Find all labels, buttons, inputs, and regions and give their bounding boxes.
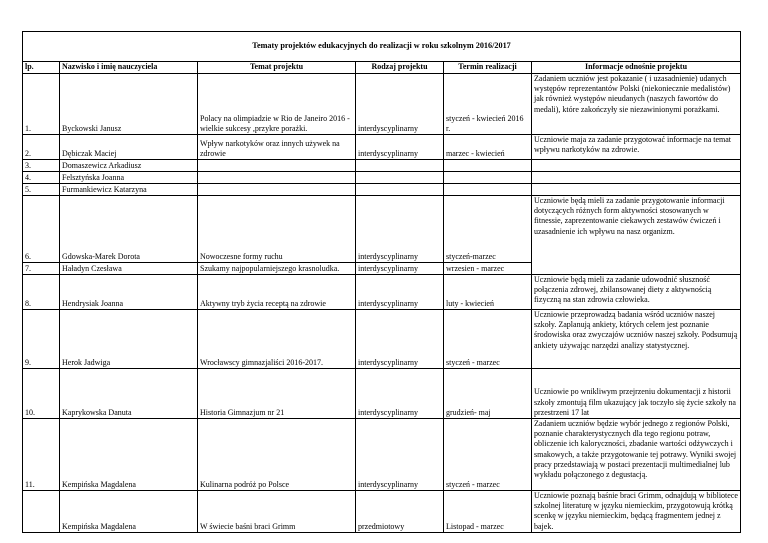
cell-type: interdyscyplinarny [356,369,444,419]
cell-topic: Wrocławscy gimnazjaliści 2016-2017. [198,310,356,369]
table-title: Tematy projektów edukacyjnych do realizacji w roku szkolnym 2016/2017 [23,32,741,62]
cell-info [532,184,741,196]
cell-lp: 5. [23,184,60,196]
cell-lp: 8. [23,275,60,310]
cell-info: Uczniowie będą mieli za zadanie udowodnić słuszność połączenia zdrowej, zbilansowanej diety z aktywnością fizyczną na stan zdrowia człowieka. [532,275,741,310]
cell-type: interdyscyplinarny [356,275,444,310]
cell-name: Kaprykowska Danuta [60,369,198,419]
header-type: Rodzaj projektu [356,62,444,74]
cell-date: grudzień- maj [444,369,532,419]
cell-type: interdyscyplinarny [356,310,444,369]
cell-info: Uczniowie poznają baśnie braci Grimm, odnajdują w bibliotece szkolnej literaturę w języku niemieckim, przygotowują krótką scenkę w języku niemieckim, będącą fragmentem jednej z bajek. [532,491,741,533]
table-row [23,491,741,533]
cell-name: Herok Jadwiga [60,310,198,369]
cell-lp: 7. [23,263,60,275]
cell-type [356,160,444,172]
cell-topic: Aktywny tryb życia receptą na zdrowie [198,275,356,310]
table-row [23,184,741,196]
cell-name: Felsztyńska Joanna [60,172,198,184]
cell-type: interdyscyplinarny [356,263,444,275]
cell-lp: 6. [23,196,60,263]
cell-date: wrzesien - marzec [444,263,532,275]
cell-date: marzec - kwiecień [444,135,532,160]
cell-name: Kempińska Magdalena [60,419,198,491]
cell-info: Uczniowie przeprowadzą badania wśród uczniów naszej szkoły. Zaplanują ankiety, których celem jest poznanie środowiska oraz zwyczajów uczniów naszej szkoły. Podsumują ankiety używając narzędzi analizy statystycznej. [532,310,741,369]
cell-lp [23,491,60,533]
table-row [23,369,741,419]
cell-lp: 11. [23,419,60,491]
header-name: Nazwisko i imię nauczyciela [60,62,198,74]
table-row [23,196,741,263]
cell-lp: 4. [23,172,60,184]
cell-date: Listopad - marzec [444,491,532,533]
header-date: Termin realizacji [444,62,532,74]
cell-date: luty - kwiecień [444,275,532,310]
header-info: Informacje odnośnie projektu [532,62,741,74]
cell-topic [198,160,356,172]
cell-info: Uczniowie po wnikliwym przejrzeniu dokumentacji z historii szkoły zmontują film ukazujący jak toczyło się życie szkoły na przestrzeni 17 lat [532,369,741,419]
cell-topic: Wpływ narkotyków oraz innych używek na zdrowie [198,135,356,160]
table-row [23,74,741,135]
cell-topic: Polacy na olimpiadzie w Rio de Janeiro 2016 - wielkie sukcesy ,przykre porażki. [198,74,356,135]
header-row [23,62,741,74]
cell-name: Hendrysiak Joanna [60,275,198,310]
cell-info: Zadaniem uczniów będzie wybór jednego z regionów Polski, poznanie charakterystycznych dla tego regionu potraw, obliczenie ich kaloryczności, zbadanie wartości odżywczych i smakowych, a także przygotowanie tej potrawy. Wyniki swojej pracy przedstawiają w postaci prezentacji multimedialnej lub wykładu połączonego z degustacją. [532,419,741,491]
cell-topic: Historia Gimnazjum nr 21 [198,369,356,419]
cell-lp: 10. [23,369,60,419]
cell-info: Zadaniem uczniów jest pokazanie ( i uzasadnienie) udanych występów reprezentantów Polski (niekoniecznie medalistów) jak również występów nieudanych (naszych fawortów do medali), które zakończyły sie niezawinionymi porażkami. [532,74,741,135]
cell-type [356,172,444,184]
cell-date: styczeń-marzec [444,196,532,263]
cell-type [356,184,444,196]
cell-name: Gdowska-Marek Dorota [60,196,198,263]
cell-type: przedmiotowy [356,491,444,533]
cell-date [444,184,532,196]
header-topic: Temat projektu [198,62,356,74]
cell-lp: 3. [23,160,60,172]
table-row [23,160,741,172]
cell-type: interdyscyplinarny [356,135,444,160]
cell-info [532,172,741,184]
cell-name: Furmankiewicz Katarzyna [60,184,198,196]
cell-name: Domaszewicz Arkadiusz [60,160,198,172]
cell-info [532,160,741,172]
cell-lp: 9. [23,310,60,369]
cell-info: Uczniowie będą mieli za zadanie przygotowanie informacji dotyczących różnych form aktywności stosowanych w fitnessie, zaprezentowanie ciekawych zestawów ćwiczeń i uzasadnienie ich wpływu na nasz organizm. [532,196,741,275]
table-row [23,310,741,369]
table-row [23,419,741,491]
header-lp: lp. [23,62,60,74]
cell-topic: Nowoczesne formy ruchu [198,196,356,263]
cell-type: interdyscyplinarny [356,74,444,135]
cell-topic [198,172,356,184]
cell-info: Uczniowie maja za zadanie przygotować informacje na temat wpływu narkotyków na zdrowie. [532,135,741,160]
cell-lp: 2. [23,135,60,160]
cell-name: Haładyn Czesława [60,263,198,275]
projects-table [22,31,741,533]
cell-lp: 1. [23,74,60,135]
table-row [23,275,741,310]
cell-name: Dębiczak Maciej [60,135,198,160]
cell-topic: Kulinarna podróż po Polsce [198,419,356,491]
cell-topic: Szukamy najpopularniejszego krasnoludka. [198,263,356,275]
cell-date [444,160,532,172]
cell-name: Kempińska Magdalena [60,491,198,533]
cell-type: interdyscyplinarny [356,196,444,263]
cell-topic: W świecie baśni braci Grimm [198,491,356,533]
table-row [23,135,741,160]
cell-topic [198,184,356,196]
cell-date: styczeń - marzec [444,419,532,491]
cell-type: interdyscyplinarny [356,419,444,491]
table-row [23,172,741,184]
cell-name: Byckowski Janusz [60,74,198,135]
cell-date: styczeń - marzec [444,310,532,369]
cell-date: styczeń - kwiecień 2016 r. [444,74,532,135]
cell-date [444,172,532,184]
title-row [23,32,741,62]
